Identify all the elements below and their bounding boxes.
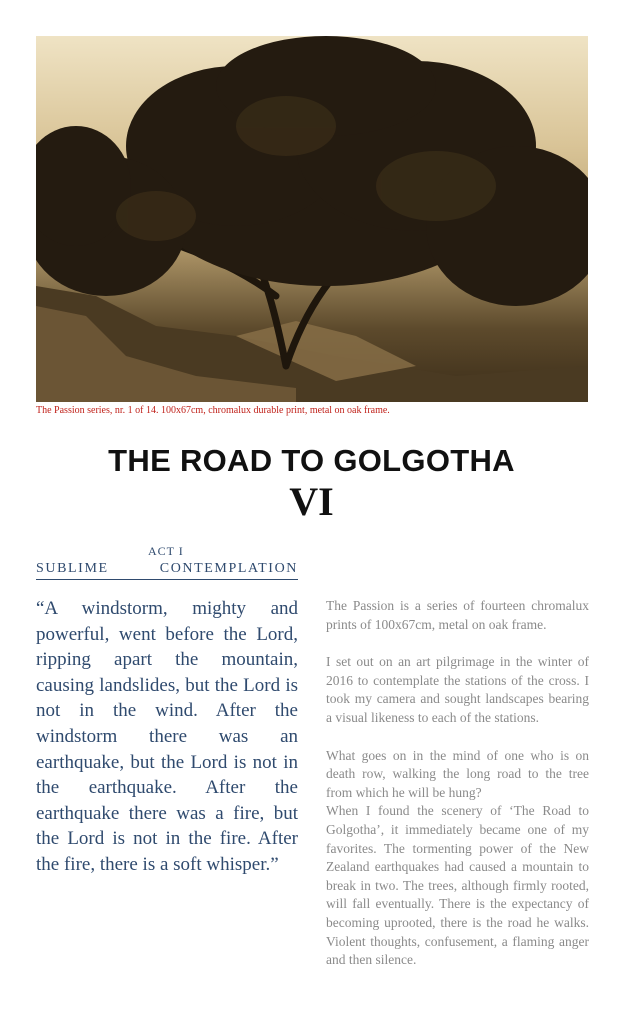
page-title: THE ROAD TO GOLGOTHA [108,443,515,478]
scripture-quote: “A windstorm, mighty and powerful, went before the Lord, ripping apart the mountain, causing landslides, but the Lord is not in the wind. After the windstorm there was an earthquake, but the Lord is not in the earthquake. After the earthquake there was a fire, but the Lord is not in the fire. After the fire, there is a soft whisper.” [36,598,298,875]
tree-photo-icon [36,36,588,402]
tree-photo [36,36,588,402]
subtitle-word-1: SUBLIME [36,561,109,576]
body-text [326,597,589,970]
body-paragraph-1: The Passion is a series of fourteen chromalux prints of 100x67cm, metal on oak frame. [326,598,589,632]
body-paragraph-4: When I found the scenery of ‘The Road to Golgotha’, it immediately became one of my favorites. The tormenting power of the New Zealand earthquakes had caused a mountain to break in two. The trees, although firmly rooted, will fall eventually. There is the expectancy of becoming uprooted, there is the road he walks. Violent thoughts, confusement, a flaming anger and then silence. [326,803,589,968]
photo-caption: The Passion series, nr. 1 of 14. 100x67cm, chromalux durable print, metal on oak frame. [36,405,390,416]
subtitle-word-2: CONTEMPLATION [159,561,298,576]
station-numeral: VI [289,479,334,524]
act-label: ACT I [148,544,184,558]
body-paragraph-2: I set out on an art pilgrimage in the winter of 2016 to contemplate the stations of the cross. I took my camera and sought landscapes bearing a visual likeness to each of the stations. [326,654,589,725]
section-subtitle [36,561,298,580]
body-paragraph-3: What goes on in the mind of one who is on death row, walking the long road to the tree from which he will be hung? [326,747,589,800]
